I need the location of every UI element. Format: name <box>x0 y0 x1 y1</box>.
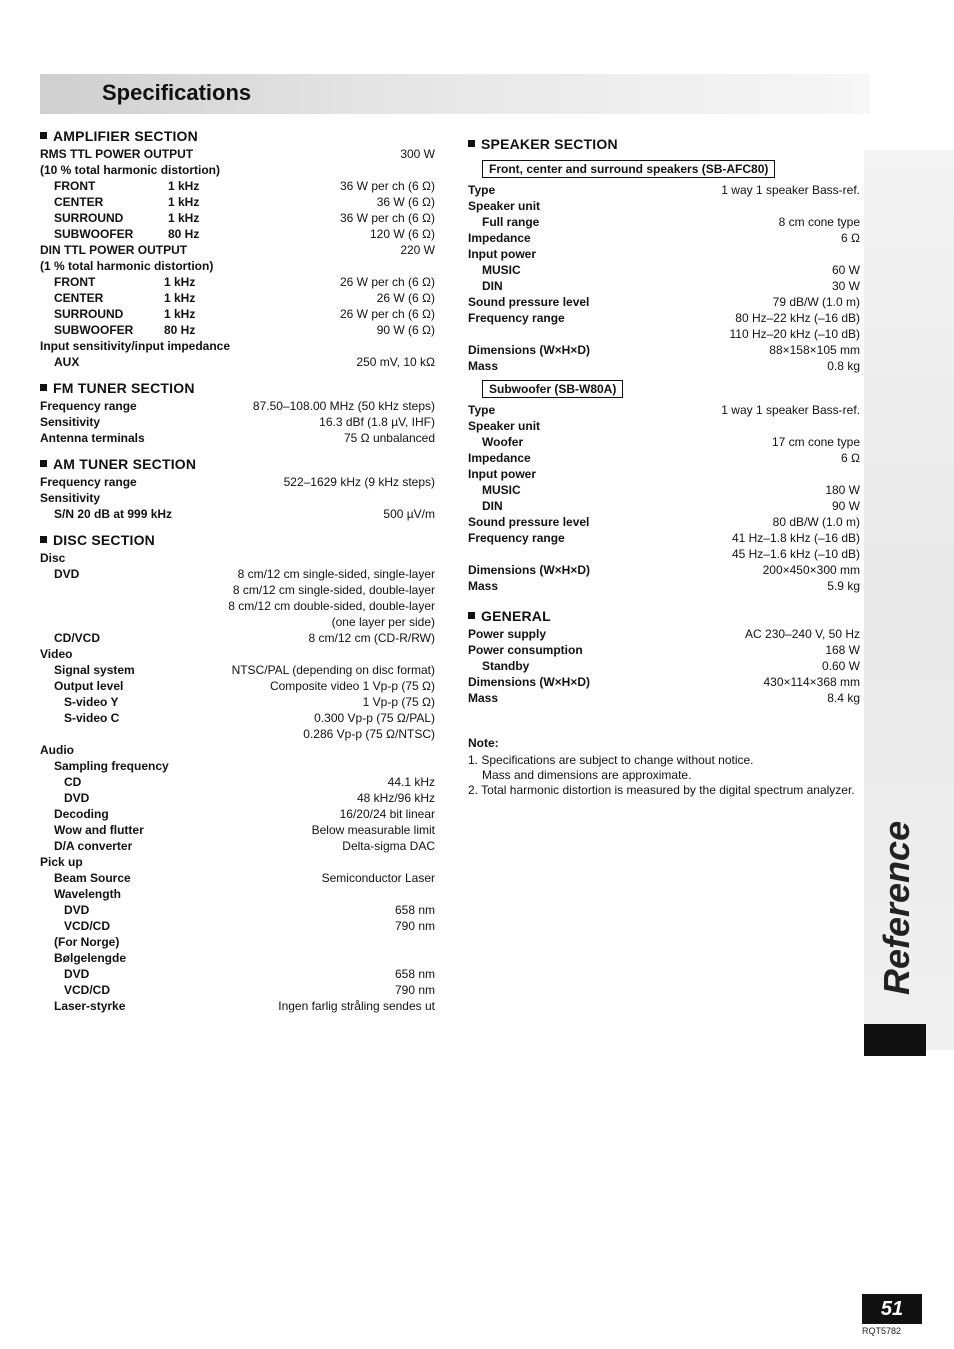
right-column <box>468 136 860 798</box>
am-heading: AM TUNER SECTION <box>40 456 435 472</box>
subwoofer-box: Subwoofer (SB-W80A) <box>482 380 623 398</box>
square-bullet-icon <box>468 612 475 619</box>
spec-row: DIN 90 W <box>482 499 860 513</box>
spec-row: Power consumption 168 W <box>468 643 860 657</box>
spec-row: Dimensions (W×H×D) 430×114×368 mm <box>468 675 860 689</box>
left-column <box>40 128 435 1014</box>
sampling-label: Sampling frequency <box>54 759 169 773</box>
amplifier-heading: AMPLIFIER SECTION <box>40 128 435 144</box>
rms-label: RMS TTL POWER OUTPUT <box>40 147 194 161</box>
din-label: DIN TTL POWER OUTPUT <box>40 243 188 257</box>
square-bullet-icon <box>40 132 47 139</box>
note-heading: Note: <box>468 736 499 750</box>
note-item: Mass and dimensions are approximate. <box>482 768 692 782</box>
spec-row: Mass 8.4 kg <box>468 691 860 705</box>
aux-row: AUX 250 mV, 10 kΩ <box>54 355 435 369</box>
rms-sub: (10 % total harmonic distortion) <box>40 163 221 177</box>
spec-row: Standby 0.60 W <box>482 659 860 673</box>
din-sub: (1 % total harmonic distortion) <box>40 259 214 273</box>
speaker-unit-label: Speaker unit <box>468 419 541 433</box>
audio-label: Audio <box>40 743 74 757</box>
spec-row: Impedance 6 Ω <box>468 451 860 465</box>
spec-row: Antenna terminals 75 Ω unbalanced <box>40 431 435 445</box>
notes <box>468 736 860 798</box>
spec-row: VCD/CD 790 nm <box>64 919 435 933</box>
side-block <box>864 1024 926 1056</box>
spec-row: SUBWOOFER 80 Hz 90 W (6 Ω) <box>54 323 435 337</box>
spec-row: Frequency range 522–1629 kHz (9 kHz steps) <box>40 475 435 489</box>
spec-row: Decoding 16/20/24 bit linear <box>54 807 435 821</box>
spec-row: Woofer 17 cm cone type <box>482 435 860 449</box>
spec-row: S-video C 0.300 Vp-p (75 Ω/PAL) <box>64 711 435 725</box>
spec-row: SURROUND 1 kHz 26 W per ch (6 Ω) <box>54 307 435 321</box>
page-title: Specifications <box>102 80 252 105</box>
video-label: Video <box>40 647 73 661</box>
rms-row <box>40 146 435 162</box>
spec-row: D/A converter Delta-sigma DAC <box>54 839 435 853</box>
spec-row: CENTER 1 kHz 36 W (6 Ω) <box>54 195 435 209</box>
front-speakers-box: Front, center and surround speakers (SB-AFC80) <box>482 160 775 178</box>
square-bullet-icon <box>40 384 47 391</box>
spec-row: Dimensions (W×H×D) 200×450×300 mm <box>468 563 860 577</box>
square-bullet-icon <box>40 536 47 543</box>
spec-row: 110 Hz–20 kHz (–10 dB) <box>729 327 860 341</box>
spec-row: CD 44.1 kHz <box>64 775 435 789</box>
am-sens-label: Sensitivity <box>40 491 101 505</box>
spec-row: Power supply AC 230–240 V, 50 Hz <box>468 627 860 641</box>
square-bullet-icon <box>40 460 47 467</box>
section-side-label: Reference <box>876 820 917 995</box>
input-power-label: Input power <box>468 467 536 481</box>
spec-row: Output level Composite video 1 Vp-p (75 Ω) <box>54 679 435 693</box>
spec-row: Beam Source Semiconductor Laser <box>54 871 435 885</box>
square-bullet-icon <box>468 140 475 147</box>
spec-row: CENTER 1 kHz 26 W (6 Ω) <box>54 291 435 305</box>
spec-row: SUBWOOFER 80 Hz 120 W (6 Ω) <box>54 227 435 241</box>
spec-row: S/N 20 dB at 999 kHz 500 µV/m <box>54 507 435 521</box>
input-power-label: Input power <box>468 247 536 261</box>
spec-row: MUSIC 60 W <box>482 263 860 277</box>
doc-code: RQT5782 <box>862 1326 902 1336</box>
pickup-label: Pick up <box>40 855 83 869</box>
disc-heading: DISC SECTION <box>40 532 435 548</box>
note-item: 1. Specifications are subject to change without notice. <box>468 753 754 767</box>
spec-row: 0.286 Vp-p (75 Ω/NTSC) <box>303 727 435 741</box>
speaker-unit-label: Speaker unit <box>468 199 541 213</box>
spec-row: Frequency range 87.50–108.00 MHz (50 kHz steps) <box>40 399 435 413</box>
speaker-heading: SPEAKER SECTION <box>468 136 860 152</box>
spec-row: Type 1 way 1 speaker Bass-ref. <box>468 183 860 197</box>
spec-row: Dimensions (W×H×D) 88×158×105 mm <box>468 343 860 357</box>
spec-row: Mass 0.8 kg <box>468 359 860 373</box>
spec-row: SURROUND 1 kHz 36 W per ch (6 Ω) <box>54 211 435 225</box>
spec-row: Signal system NTSC/PAL (depending on disc format) <box>54 663 435 677</box>
spec-row: MUSIC 180 W <box>482 483 860 497</box>
wavelength-label: Wavelength <box>54 887 121 901</box>
spec-row: Impedance 6 Ω <box>468 231 860 245</box>
page-number: 51 <box>862 1294 922 1324</box>
spec-row: (one layer per side) <box>331 615 435 629</box>
spec-row: Sound pressure level 80 dB/W (1.0 m) <box>468 515 860 529</box>
input-sens-label: Input sensitivity/input impedance <box>40 339 231 353</box>
spec-row: S-video Y 1 Vp-p (75 Ω) <box>64 695 435 709</box>
spec-row: DVD 48 kHz/96 kHz <box>64 791 435 805</box>
spec-row: Type 1 way 1 speaker Bass-ref. <box>468 403 860 417</box>
spec-row: Sound pressure level 79 dB/W (1.0 m) <box>468 295 860 309</box>
spec-row: Frequency range 80 Hz–22 kHz (–16 dB) <box>468 311 860 325</box>
spec-row: Frequency range 41 Hz–1.8 kHz (–16 dB) <box>468 531 860 545</box>
spec-row: Laser-styrke Ingen farlig stråling sendes ut <box>54 999 435 1013</box>
din-row <box>40 242 435 258</box>
spec-row: DVD 658 nm <box>64 967 435 981</box>
rms-value: 300 W <box>400 147 435 161</box>
spec-row: FRONT 1 kHz 26 W per ch (6 Ω) <box>54 275 435 289</box>
spec-row: 45 Hz–1.6 kHz (–10 dB) <box>731 547 860 561</box>
spec-row: 8 cm/12 cm single-sided, double-layer <box>232 583 435 597</box>
fm-heading: FM TUNER SECTION <box>40 380 435 396</box>
spec-row: VCD/CD 790 nm <box>64 983 435 997</box>
spec-row: DIN 30 W <box>482 279 860 293</box>
spec-row: DVD 658 nm <box>64 903 435 917</box>
spec-row: 8 cm/12 cm double-sided, double-layer <box>228 599 435 613</box>
spec-row: Mass 5.9 kg <box>468 579 860 593</box>
norge-label: (For Norge) <box>54 935 120 949</box>
spec-row: CD/VCD 8 cm/12 cm (CD-R/RW) <box>54 631 435 645</box>
spec-row: Sensitivity 16.3 dBf (1.8 µV, IHF) <box>40 415 435 429</box>
spec-row: Full range 8 cm cone type <box>482 215 860 229</box>
general-heading: GENERAL <box>468 608 860 624</box>
spec-row: Wow and flutter Below measurable limit <box>54 823 435 837</box>
note-item: 2. Total harmonic distortion is measured by the digital spectrum analyzer. <box>468 783 855 797</box>
din-value: 220 W <box>400 243 435 257</box>
spec-row: DVD 8 cm/12 cm single-sided, single-layer <box>54 567 435 581</box>
spec-row: FRONT 1 kHz 36 W per ch (6 Ω) <box>54 179 435 193</box>
disc-label: Disc <box>40 551 66 565</box>
bolgelengde-label: Bølgelengde <box>54 951 127 965</box>
